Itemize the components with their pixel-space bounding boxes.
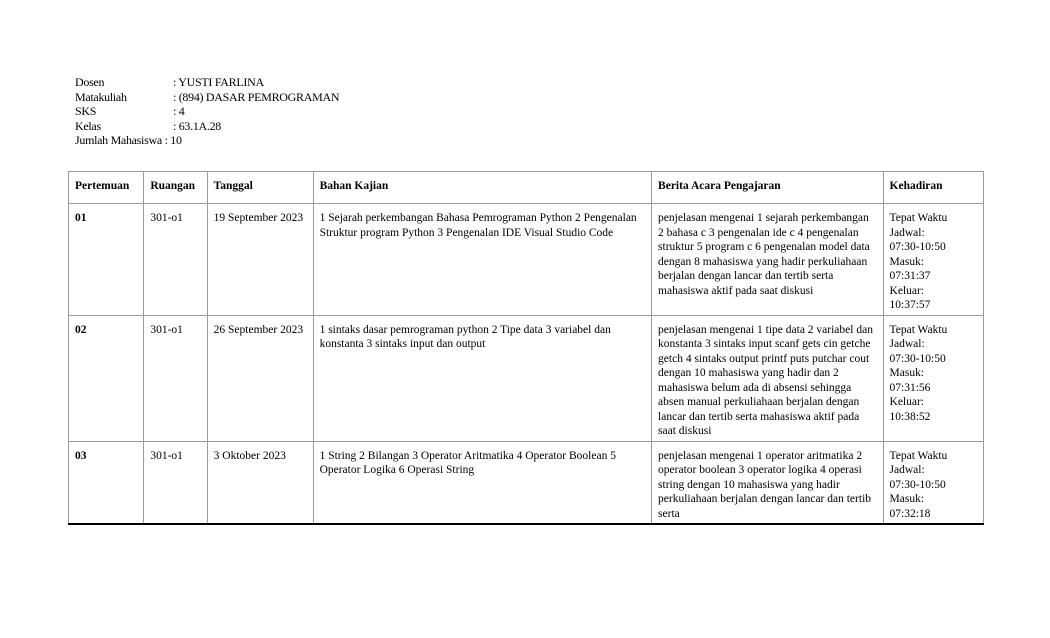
jadwal-label: Jadwal: <box>889 226 925 239</box>
sks-value: : 4 <box>173 104 185 119</box>
info-row-matakuliah <box>75 90 339 105</box>
jadwal-label: Jadwal: <box>889 464 925 476</box>
table-row <box>69 315 984 441</box>
keluar-value: 10:37:57 <box>889 299 931 311</box>
keluar-label: Keluar: <box>889 284 924 297</box>
info-row-jumlah <box>75 133 339 148</box>
cell-pertemuan: 03 <box>69 441 144 524</box>
header-kehadiran: Kehadiran <box>883 172 983 204</box>
masuk-label: Masuk: <box>889 367 925 379</box>
table-row <box>69 441 984 524</box>
jadwal-value: 07:30-10:50 <box>889 478 946 491</box>
keluar-value: 10:38:52 <box>889 410 931 423</box>
info-row-sks <box>75 104 339 119</box>
masuk-value: 07:32:18 <box>889 507 931 520</box>
cell-bahan-kajian: 1 sintaks dasar pemrograman python 2 Tipe data 3 variabel dan konstanta 3 sintaks input dan output <box>313 315 651 441</box>
cell-berita-acara <box>652 441 883 524</box>
cell-kehadiran <box>883 204 983 316</box>
jadwal-value: 07:30-10:50 <box>889 352 946 365</box>
cell-bahan-kajian: 1 String 2 Bilangan 3 Operator Aritmatika 4 Operator Boolean 5 Operator Logika 6 Operasi String <box>313 441 651 524</box>
cell-pertemuan: 02 <box>69 315 144 441</box>
table-header-row <box>69 172 984 204</box>
header-tanggal: Tanggal <box>207 172 313 204</box>
dosen-value: : YUSTI FARLINA <box>173 75 264 89</box>
matakuliah-value: : (894) DASAR PEMROGRAMAN <box>173 89 340 104</box>
keluar-label: Keluar: <box>889 396 924 408</box>
berita-acara-text: penjelasan mengenai 1 operator aritmatika 2 operator boolean 3 operator logika 4 operasi string dengan 10 mahasiswa yang hadir perkuliahaan berjalan dengan lancar dan tertib serta <box>658 449 872 520</box>
jumlah-value: : 10 <box>164 133 182 148</box>
header-berita-acara: Berita Acara Pengajaran <box>652 172 883 204</box>
cell-tanggal: 19 September 2023 <box>207 204 313 316</box>
attendance-status: Tepat Waktu <box>889 449 948 462</box>
kelas-value: : 63.1A.28 <box>173 118 222 133</box>
attendance-status: Tepat Waktu <box>889 323 948 336</box>
cell-ruangan: 301-o1 <box>144 441 207 524</box>
jadwal-label: Jadwal: <box>889 338 925 350</box>
jumlah-label: Jumlah Mahasiswa <box>75 133 162 148</box>
sks-label: SKS <box>75 104 97 119</box>
masuk-value: 07:31:37 <box>889 270 931 282</box>
info-row-dosen <box>75 75 339 90</box>
cell-berita-acara: penjelasan mengenai 1 sejarah perkembangan 2 bahasa c 3 pengenalan ide c 4 pengenalan struktur 5 program c 6 pengenalan model data dengan 8 mahasiswa yang hadir perkuliahaan berjalan dengan lancar dan tertib serta mahasiswa aktif pada saat diskusi <box>652 204 883 316</box>
dosen-label: Dosen <box>75 75 105 89</box>
table-row <box>69 204 984 316</box>
jadwal-value: 07:30-10:50 <box>889 241 946 253</box>
course-info <box>75 75 339 148</box>
masuk-label: Masuk: <box>889 255 925 268</box>
matakuliah-label: Matakuliah <box>75 89 127 104</box>
cell-berita-acara: penjelasan mengenai 1 tipe data 2 variabel dan konstanta 3 sintaks input scanf gets cin getche getch 4 sintaks output printf puts putchar cout dengan 10 mahasiswa yang hadir dan 2 mahasiswa belum ada di absensi sehingga absen manual perkuliahaan berjalan dengan lancar dan tertib serta mahasiswa aktif pada saat diskusi <box>652 315 883 441</box>
kelas-label: Kelas <box>75 118 101 133</box>
cell-pertemuan: 01 <box>69 204 144 316</box>
header-pertemuan: Pertemuan <box>69 172 144 204</box>
info-row-kelas <box>75 119 339 134</box>
attendance-status: Tepat Waktu <box>889 212 948 224</box>
cell-tanggal: 3 Oktober 2023 <box>207 441 313 524</box>
teaching-log-table <box>68 171 984 525</box>
masuk-label: Masuk: <box>889 493 925 505</box>
cell-kehadiran <box>883 441 983 524</box>
cell-ruangan: 301-o1 <box>144 204 207 316</box>
cell-ruangan: 301-o1 <box>144 315 207 441</box>
header-bahan-kajian: Bahan Kajian <box>313 172 651 204</box>
cell-bahan-kajian: 1 Sejarah perkembangan Bahasa Pemrograman Python 2 Pengenalan Struktur program Python 3 Pengenalan IDE Visual Studio Code <box>313 204 651 316</box>
cell-tanggal: 26 September 2023 <box>207 315 313 441</box>
masuk-value: 07:31:56 <box>889 381 931 394</box>
header-ruangan: Ruangan <box>144 172 207 204</box>
cell-kehadiran <box>883 315 983 441</box>
